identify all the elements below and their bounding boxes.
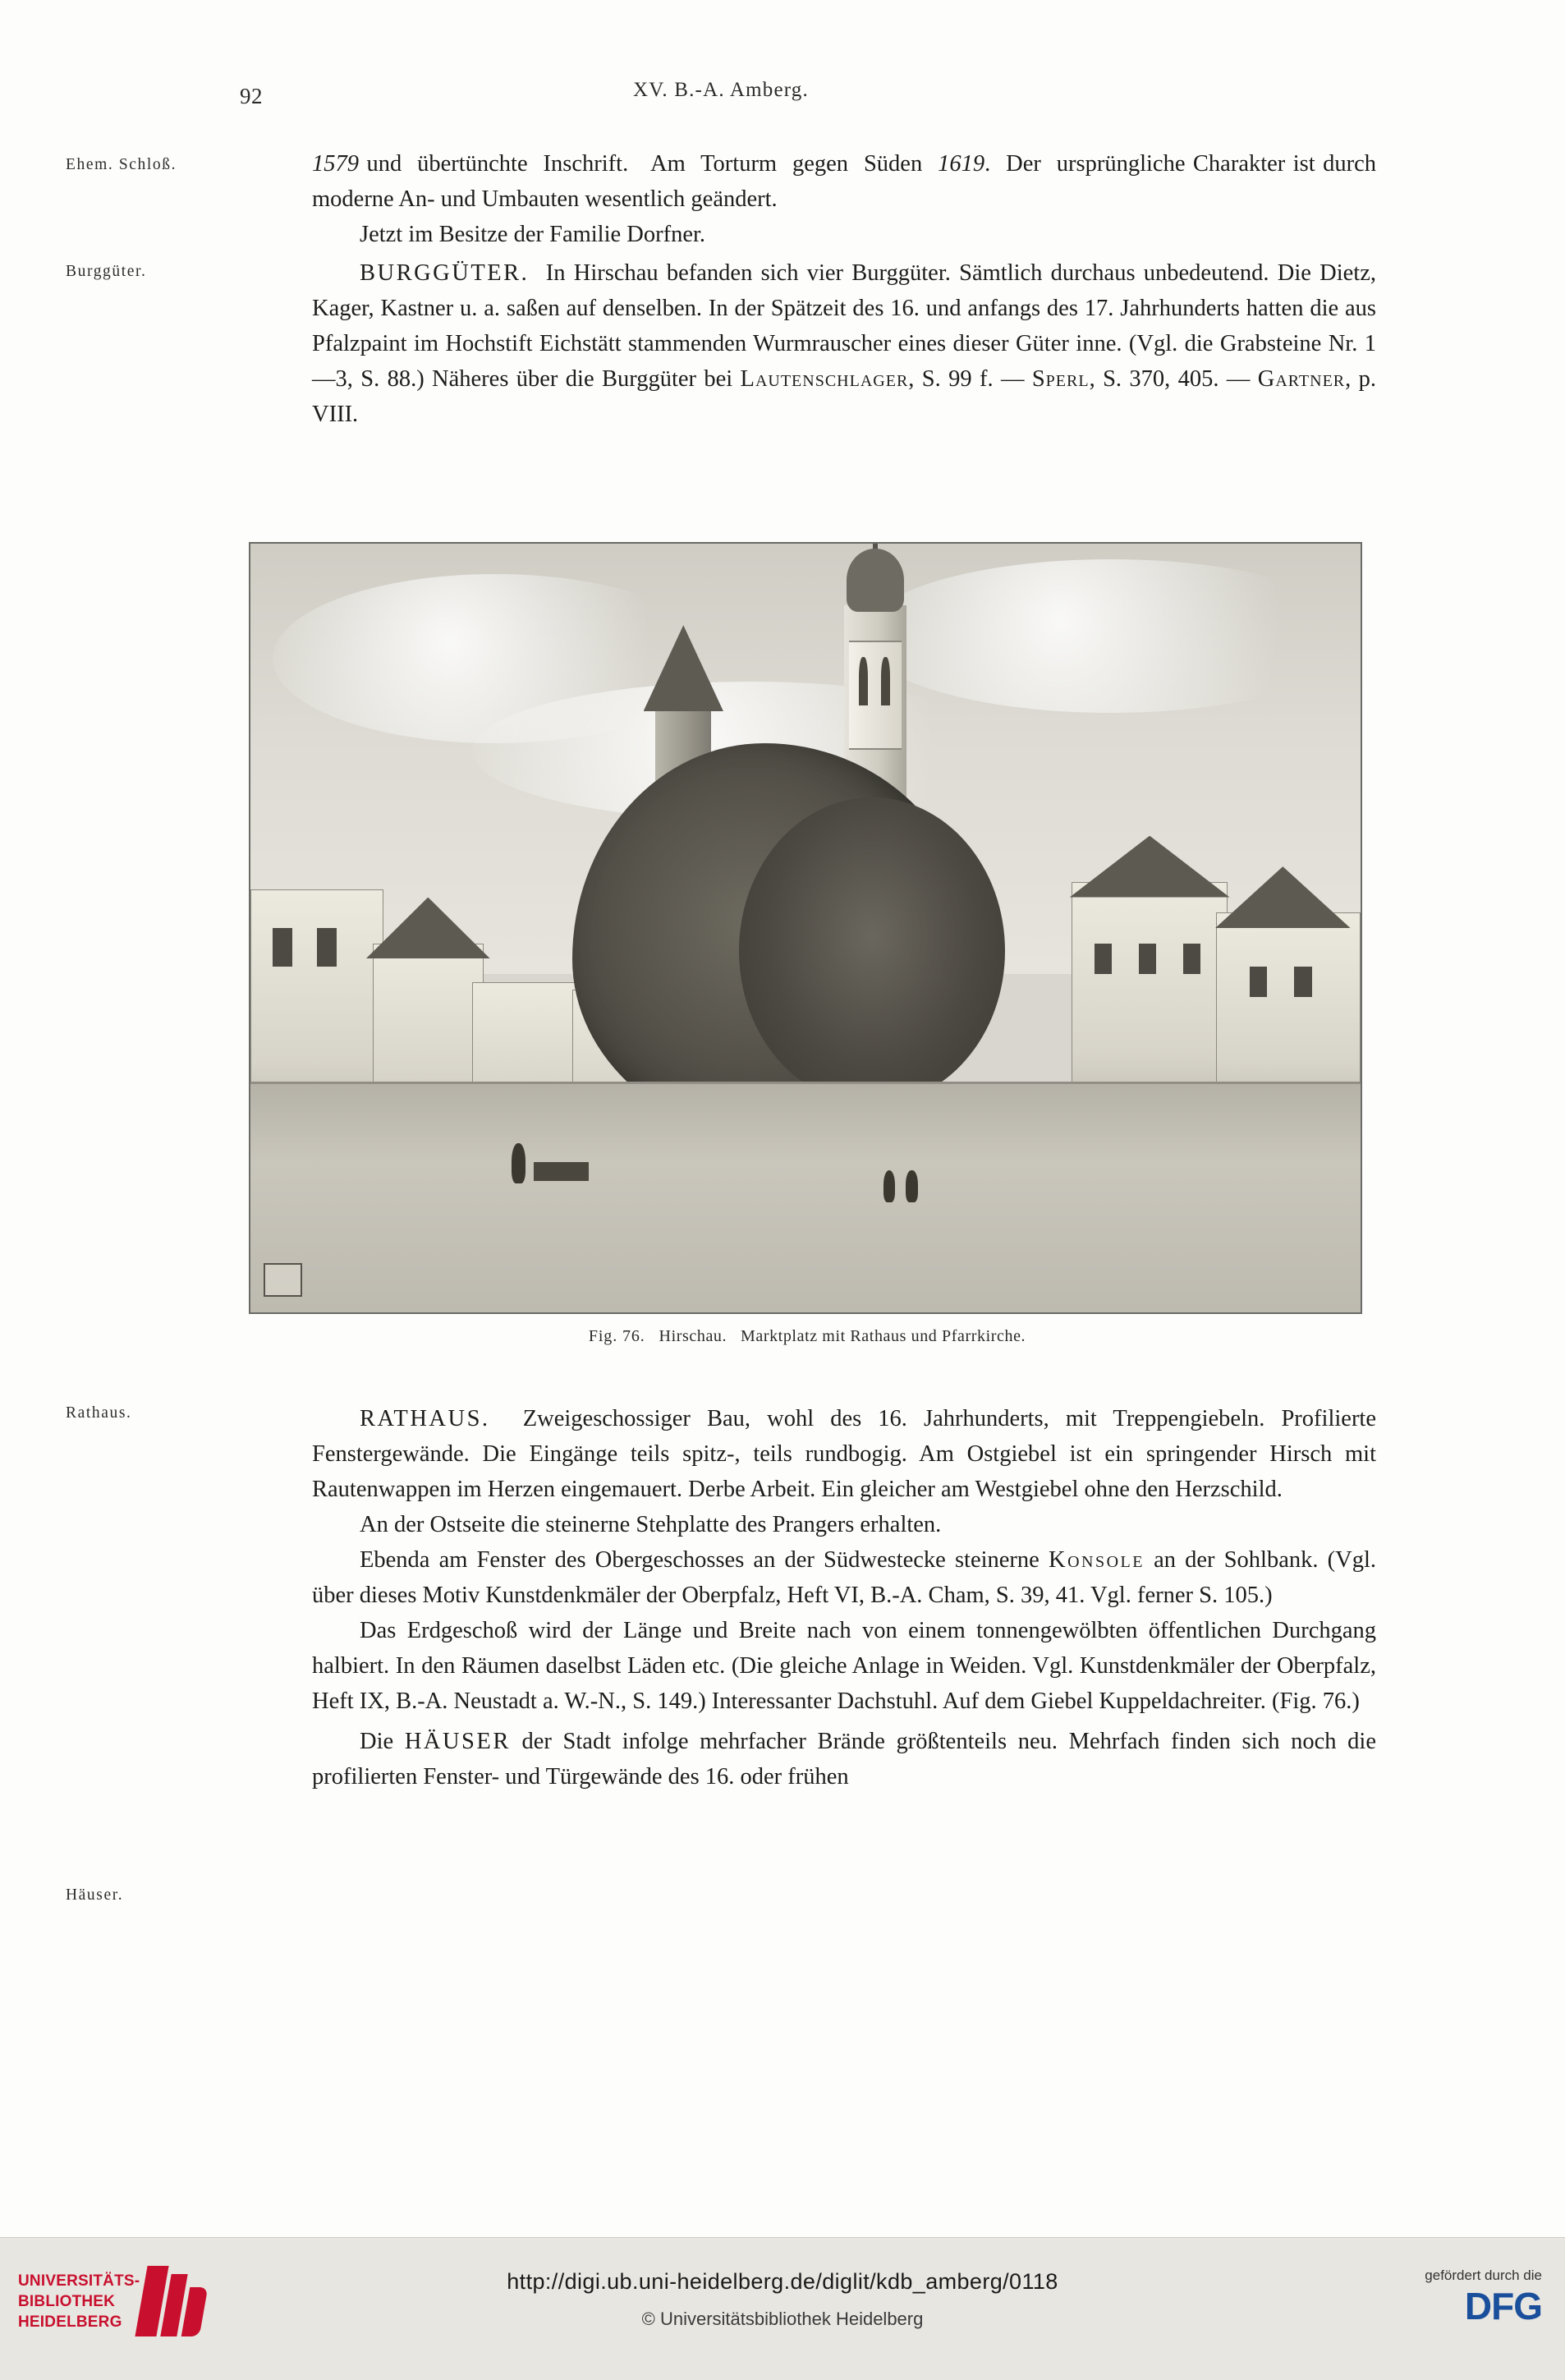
reference-sperl: Sperl — [1031, 366, 1090, 392]
figure-image — [249, 542, 1362, 1314]
paragraph-konsole-a: Ebenda am Fenster des Obergeschosses an der Südwestecke steinerne — [360, 1547, 1049, 1573]
second-tree — [739, 797, 1005, 1105]
paragraph-schloss: 1579 und übertünchte Inschrift. Am Torturm gegen Süden 1619. Der ursprüngliche Charakter ist durch moderne An- und Umbauten wesentlich geändert. — [312, 151, 1376, 212]
market-square-ground — [250, 1082, 1361, 1312]
person-figure — [883, 1170, 896, 1202]
permalink-url[interactable]: http://digi.ub.uni-heidelberg.de/diglit/kdb_amberg/0118 — [507, 2269, 1058, 2294]
belfry — [849, 641, 902, 750]
cupola — [847, 549, 904, 612]
paragraph-pranger: An der Ostseite die steinerne Stehplatte des Prangers erhalten. — [360, 1512, 942, 1537]
figure-caption-text: Marktplatz mit Rathaus und Pfarrkirche. — [740, 1327, 1026, 1345]
date-1579: 1579 — [312, 151, 359, 177]
running-head: XV. B.-A. Amberg. — [633, 79, 809, 101]
paragraph-burggueter-a: In Hirschau befanden sich vier Burggüter. Sämtlich durchaus unbedeutend. Die Dietz, Kager, Kastner u. a. saßen auf denselben. In der Spätzeit des 16. und anfangs des 17. Jahrhunderts hatten die aus Pfalzpaint im Hochstift Eichstätt stammenden Wurmrauscher eines dieser Güter inne. (Vgl. die Grabsteine Nr. 1—3, S. 88.) Näheres über die Burggüter bei — [312, 260, 1376, 392]
person-figure — [512, 1143, 526, 1183]
figure-caption-label: Fig. 76. — [588, 1327, 645, 1345]
marginal-note-burggueter: Burggüter. — [66, 263, 147, 280]
marginal-note-haeuser: Häuser. — [66, 1886, 124, 1904]
funder-block — [1353, 2267, 1542, 2325]
library-name-line2: BIBLIOTHEK — [18, 2293, 116, 2310]
window — [273, 928, 292, 967]
reference-gartner: Gartner — [1257, 366, 1346, 392]
window — [1250, 967, 1268, 997]
horse-cart — [534, 1162, 590, 1180]
viewer-footer — [0, 2237, 1565, 2380]
funder-note: gefördert durch die — [1425, 2267, 1542, 2283]
window — [1183, 944, 1201, 974]
copyright-notice: © Universitätsbibliothek Heidelberg — [641, 2309, 924, 2329]
paragraph-burggueter — [312, 255, 1376, 432]
window — [1095, 944, 1113, 974]
paragraph-burggueter-b: , S. 99 f. — — [908, 366, 1032, 392]
paragraph-erdgeschoss: Das Erdgeschoß wird der Länge und Breite nach von einem tonnengewölbten öffentlichen Durchgang halbiert. In den Räumen daselbst Läden etc. (Die gleiche Anlage in Weiden. Vgl. Kunstdenkmäler der Oberpfalz, Heft IX, B.-A. Neustadt a. W.-N., S. 149.) Interessanter Dachstuhl. Auf dem Giebel Kuppeldachreiter. (Fig. 76.) — [312, 1618, 1376, 1714]
page-header — [0, 79, 1565, 112]
marginal-note-rathaus: Rathaus. — [66, 1404, 132, 1422]
window — [317, 928, 337, 967]
window — [1294, 967, 1312, 997]
belfry-window — [881, 657, 890, 705]
paragraph-besitz: Jetzt im Besitze der Familie Dorfner. — [360, 222, 706, 247]
date-1619: 1619 — [938, 151, 985, 177]
term-konsole: Konsole — [1048, 1547, 1145, 1573]
paragraph-haeuser — [312, 1724, 1376, 1794]
paragraph-rathaus — [312, 1401, 1376, 1507]
belfry-window — [859, 657, 868, 705]
paragraph-rathaus-text: Zweigeschossiger Bau, wohl des 16. Jahrhunderts, mit Treppengiebeln. Profilierte Fenstergewände. Die Eingänge teils spitz-, teils rundbogig. Am Ostgiebel ist ein springender Hirsch mit Rautenwappen im Herzen eingemauert. Derbe Arbeit. Ein gleicher am Westgiebel ohne den Herzschild. — [312, 1406, 1376, 1502]
dfg-logo[interactable]: DFG — [1464, 2285, 1542, 2327]
window — [1139, 944, 1157, 974]
paragraph-burggueter-c: , S. 370, 405. — — [1089, 366, 1258, 392]
text-block-upper — [312, 146, 1376, 432]
heading-rathaus: RATHAUS. — [360, 1406, 490, 1431]
paragraph-konsole-b: an der Sohlbank. (Vgl. über dieses Motiv Kunstdenkmäler der Oberpfalz, Heft VI, B.-A. Cham, S. 39, 41. Vgl. ferner S. 105.) — [312, 1547, 1376, 1608]
marginal-note-schloss: Ehem. Schloß. — [66, 156, 177, 173]
paragraph-burggueter-d: , p. VIII. — [312, 366, 1377, 427]
figure-76 — [249, 542, 1365, 1346]
heading-haeuser: HÄUSER — [404, 1729, 511, 1754]
figure-caption-place: Hirschau. — [659, 1327, 727, 1345]
paragraph-haeuser-b: der Stadt infolge mehrfacher Brände größtenteils neu. Mehrfach finden sich noch die profilierten Fenster- und Türgewände des 16. oder frühen — [312, 1729, 1376, 1790]
paragraph-konsole — [312, 1542, 1376, 1613]
photographer-mark — [264, 1263, 302, 1297]
reference-lautenschlager: Lautenschlager — [740, 366, 909, 392]
page-number: 92 — [240, 84, 263, 108]
text-block-lower — [312, 1401, 1376, 1794]
library-name-line1: UNIVERSITÄTS- — [18, 2272, 140, 2290]
person-figure — [906, 1170, 918, 1202]
heading-burgguter: BURGGÜTER. — [360, 260, 530, 286]
figure-caption — [249, 1327, 1365, 1346]
library-name-line3: HEIDELBERG — [18, 2313, 122, 2331]
cloud-shape — [861, 559, 1361, 713]
paragraph-haeuser-a: Die — [360, 1729, 405, 1754]
